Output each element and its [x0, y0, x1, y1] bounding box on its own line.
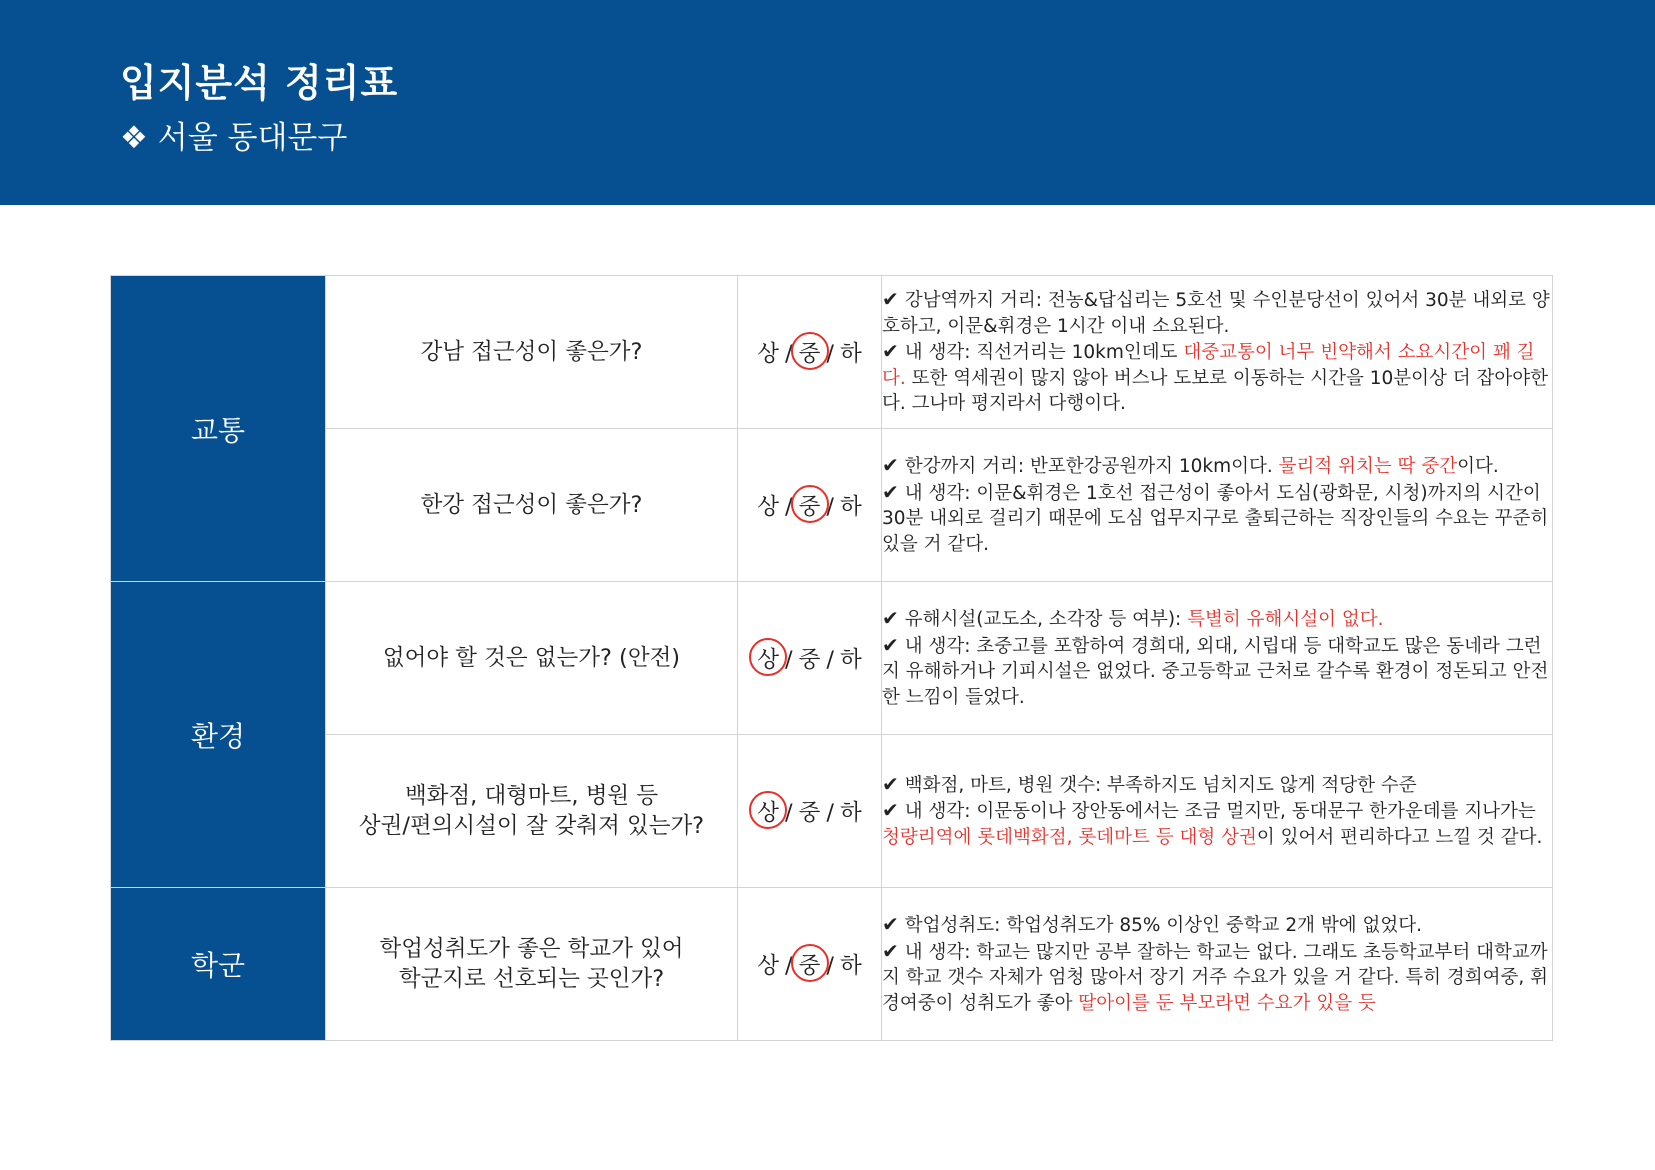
note-cell: [882, 582, 1553, 735]
rating-option: 상: [757, 953, 780, 979]
table-row: [111, 888, 1553, 1041]
rating-option-selected: 중: [797, 489, 823, 521]
table-row: [111, 582, 1553, 735]
question-cell: [326, 429, 738, 582]
note-line: [882, 912, 1552, 939]
note-text: 한강까지 거리: 반포한강공원까지 10km이다.: [904, 456, 1279, 477]
highlighted-text: 청량리역에 롯데백화점, 롯데마트 등 대형 상권: [882, 826, 1257, 848]
rating-option-selected: 중: [797, 336, 823, 368]
rating-option: 하: [839, 953, 862, 979]
highlighted-text: 대중교통이 너무 빈약해서 소요시간이 꽤 길다.: [882, 342, 1535, 389]
note-line: [882, 606, 1552, 633]
rating-cell: [738, 429, 882, 582]
note-line: [882, 798, 1552, 850]
note-text: 내 생각: 이문&휘경은 1호선 접근성이 좋아서 도심(광화문, 시청)까지의 시간이 30분 내외로 걸리기 때문에 도심 업무지구로 출퇴근하는 직장인들의 수요는 꾸준히 있을 거 같다.: [882, 482, 1549, 555]
check-icon: ✔: [882, 938, 899, 963]
diamond-icon: ❖: [120, 120, 148, 156]
category-cell: 교통: [111, 276, 326, 582]
check-icon: ✔: [882, 632, 899, 657]
note-line: [882, 339, 1552, 417]
rating-separator: /: [826, 647, 834, 673]
highlighted-text: 딸아이를 둔 부모라면 수요가 있을 듯: [1078, 992, 1376, 1014]
rating-option: 하: [839, 800, 862, 826]
note-line: [882, 453, 1552, 480]
note-text: 이다.: [1457, 456, 1499, 477]
analysis-table: [110, 275, 1553, 1041]
note-text: 강남역까지 거리: 전농&답십리는 5호선 및 수인분당선이 있어서 30분 내외로 양호하고, 이문&휘경은 1시간 이내 소요된다.: [882, 290, 1550, 337]
rating-cell: [738, 735, 882, 888]
rating-separator: /: [785, 494, 793, 520]
question-cell: [326, 735, 738, 888]
rating-option: 하: [839, 647, 862, 673]
rating-separator: /: [826, 341, 834, 367]
note-text: 내 생각: 초중고를 포함하여 경희대, 외대, 시립대 등 대학교도 많은 동네라 그런지 유해하거나 기피시설은 없었다. 중고등학교 근처로 갈수록 환경이 정돈되고 안전한 느낌이 들었다.: [882, 635, 1549, 708]
rating-option: 중: [798, 800, 821, 826]
note-line: [882, 772, 1552, 799]
note-cell: [882, 276, 1553, 429]
highlighted-text: 특별히 유해시설이 없다.: [1187, 609, 1384, 630]
note-text: 내 생각: 이문동이나 장안동에서는 조금 멀지만, 동대문구 한가운데를 지나가는: [904, 801, 1536, 823]
note-cell: [882, 429, 1553, 582]
check-icon: ✔: [882, 912, 899, 936]
rating-option-selected: 중: [797, 948, 823, 980]
question-cell: [326, 582, 738, 735]
header-banner: [0, 0, 1655, 205]
note-text: 유해시설(교도소, 소각장 등 여부):: [904, 609, 1188, 630]
rating-option: 하: [839, 341, 862, 367]
question-line: 없어야 할 것은 없는가? (안전): [382, 645, 681, 671]
table-row: [111, 276, 1553, 429]
question-line: 백화점, 대형마트, 병원 등: [404, 783, 659, 809]
check-icon: ✔: [882, 798, 899, 823]
rating-separator: /: [785, 341, 793, 367]
note-cell: [882, 888, 1553, 1041]
note-text: 이 있어서 편리하다고 느낄 것 같다.: [1256, 826, 1543, 848]
question-line: 강남 접근성이 좋은가?: [420, 339, 643, 365]
check-icon: ✔: [882, 453, 899, 477]
subtitle-text: 서울 동대문구: [157, 120, 348, 156]
rating-separator: /: [826, 953, 834, 979]
rating-option: 상: [757, 494, 780, 520]
note-line: [882, 480, 1552, 558]
check-icon: ✔: [882, 479, 899, 504]
rating-option: 상: [757, 341, 780, 367]
question-line: 상권/편의시설이 잘 갖춰져 있는가?: [358, 813, 705, 839]
check-icon: ✔: [882, 606, 899, 630]
check-icon: ✔: [882, 287, 899, 312]
note-text: 내 생각: 직선거리는 10km인데도: [904, 342, 1184, 364]
check-icon: ✔: [882, 339, 899, 364]
question-line: 학업성취도가 좋은 학교가 있어: [379, 936, 684, 962]
question-line: 한강 접근성이 좋은가?: [420, 492, 643, 518]
note-cell: [882, 735, 1553, 888]
note-line: [882, 939, 1552, 1017]
rating-separator: /: [785, 800, 793, 826]
rating-cell: [738, 276, 882, 429]
table-row: [111, 429, 1553, 582]
rating-cell: [738, 582, 882, 735]
rating-separator: /: [826, 494, 834, 520]
category-cell: 학군: [111, 888, 326, 1041]
check-icon: ✔: [882, 771, 899, 796]
rating-separator: /: [785, 953, 793, 979]
note-text: 학업성취도: 학업성취도가 85% 이상인 중학교 2개 밖에 없었다.: [904, 915, 1422, 936]
rating-cell: [738, 888, 882, 1041]
note-line: [882, 287, 1552, 339]
question-cell: [326, 888, 738, 1041]
rating-option: 중: [798, 647, 821, 673]
page-subtitle: [120, 112, 347, 157]
table-row: [111, 735, 1553, 888]
highlighted-text: 물리적 위치는 딱 중간: [1278, 456, 1458, 477]
rating-option-selected: 상: [755, 795, 781, 827]
note-text: 내 생각: 학교는 많지만 공부 잘하는 학교는 없다. 그래도 초등학교부터 대학교까지 학교 갯수 자체가 엄청 많아서 장기 거주 수요가 있을 거 같다. 특히 경희여중, 휘경여중이 성취도가 좋아: [882, 941, 1548, 1014]
rating-separator: /: [785, 647, 793, 673]
note-line: [882, 633, 1552, 711]
question-line: 학군지로 선호되는 곳인가?: [398, 966, 665, 992]
page-title: 입지분석 정리표: [120, 61, 399, 105]
note-text: 백화점, 마트, 병원 갯수: 부족하지도 넘치지도 않게 적당한 수준: [904, 774, 1417, 796]
note-text: 또한 역세권이 많지 않아 버스나 도보로 이동하는 시간을 10분이상 더 잡아야한다. 그나마 평지라서 다행이다.: [882, 367, 1548, 415]
rating-option: 하: [839, 494, 862, 520]
question-cell: [326, 276, 738, 429]
rating-option-selected: 상: [755, 642, 781, 674]
rating-separator: /: [826, 800, 834, 826]
category-cell: 환경: [111, 582, 326, 888]
